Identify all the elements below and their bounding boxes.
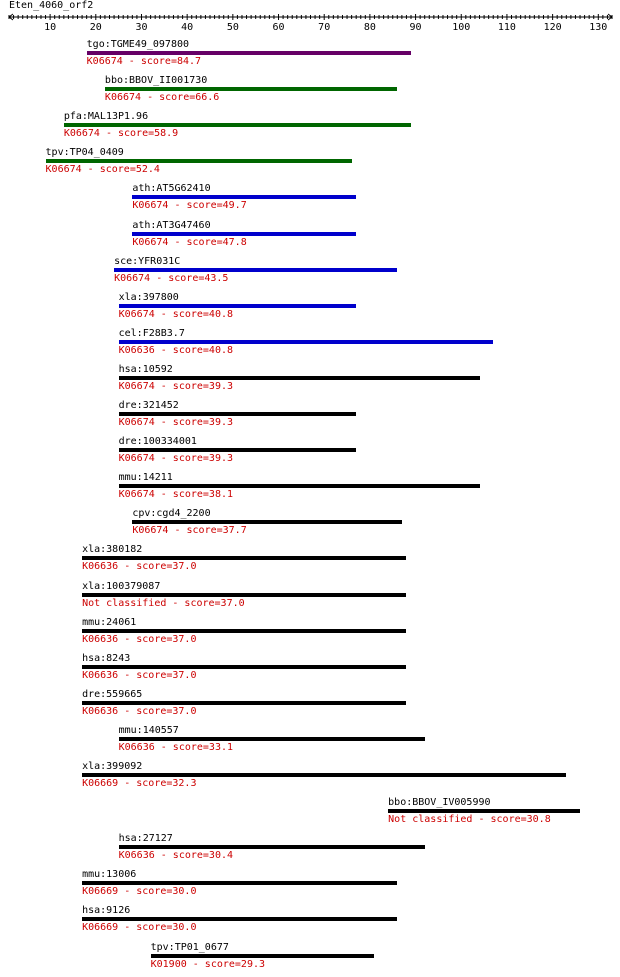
hit-name-link[interactable]: xla:380182	[82, 544, 143, 556]
hit-score-label: K06636 - score=40.8	[118, 344, 234, 356]
hit-name-link[interactable]: bbo:BBOV_IV005990	[388, 797, 491, 809]
alignment-bar[interactable]	[82, 881, 397, 885]
hit-score-label: K06669 - score=32.3	[82, 778, 197, 789]
hit-score-label: K06674 - score=66.6	[104, 92, 220, 104]
hit-name-link[interactable]: xla:397800	[118, 291, 179, 303]
hit-score-label: K06674 - score=39.3	[118, 417, 234, 428]
hit-name-link[interactable]: tpv:TP04_0409	[45, 147, 124, 159]
alignment-bar[interactable]	[132, 520, 402, 524]
axis-tick-label: 20	[89, 22, 102, 33]
axis-tick-label: 90	[409, 22, 422, 33]
hit-name-link[interactable]: mmu:14211	[118, 472, 173, 484]
alignment-bar[interactable]	[105, 87, 397, 91]
hit-score-label: K06674 - score=37.7	[132, 525, 247, 537]
alignment-bar[interactable]	[119, 737, 425, 741]
hit-name-link[interactable]: dre:559665	[82, 688, 143, 700]
alignment-bar[interactable]	[82, 665, 406, 669]
axis-tick-label: 10	[44, 22, 57, 33]
hit-score-label: K01900 - score=29.3	[150, 958, 265, 970]
axis-tick-label: 80	[363, 22, 376, 33]
hit-name-link[interactable]: hsa:27127	[118, 833, 173, 845]
hit-score-label: K06669 - score=30.0	[82, 922, 197, 934]
hit-name-link[interactable]: xla:100379087	[82, 580, 161, 592]
alignment-bar[interactable]	[114, 268, 397, 272]
hit-score-label: Not classified - score=37.0	[82, 597, 245, 609]
hit-score-label: K06674 - score=40.8	[118, 308, 234, 320]
hit-name-link[interactable]: mmu:140557	[118, 724, 179, 736]
alignment-bar[interactable]	[119, 412, 357, 416]
alignment-bar[interactable]	[82, 701, 406, 705]
hit-score-label: K06674 - score=43.5	[114, 272, 229, 284]
hit-name-link[interactable]: dre:321452	[118, 400, 179, 411]
axis-tick-label: 70	[318, 22, 331, 33]
alignment-bar[interactable]	[132, 195, 356, 199]
hit-score-label: K06636 - score=37.0	[82, 633, 197, 645]
query-title: Eten_4060_orf2	[9, 0, 94, 11]
axis-tick-label: 130	[589, 22, 608, 33]
hit-name-link[interactable]: pfa:MAL13P1.96	[63, 111, 149, 123]
hit-name-link[interactable]: xla:399092	[82, 761, 143, 772]
axis-tick-label: 30	[135, 22, 148, 33]
axis-tick-label: 40	[181, 22, 194, 33]
hit-name-link[interactable]: mmu:24061	[82, 616, 137, 628]
hit-score-label: K06636 - score=37.0	[82, 561, 197, 573]
alignment-bar[interactable]	[64, 123, 411, 127]
hit-name-link[interactable]: hsa:8243	[82, 652, 131, 664]
alignment-bar[interactable]	[119, 340, 494, 344]
alignment-bar[interactable]	[388, 809, 580, 813]
hit-name-link[interactable]: bbo:BBOV_II001730	[104, 75, 208, 87]
alignment-bar[interactable]	[132, 232, 356, 236]
hit-score-label: K06674 - score=39.3	[118, 380, 234, 392]
hit-score-label: Not classified - score=30.8	[388, 814, 551, 826]
alignment-bar[interactable]	[119, 484, 480, 488]
hit-score-label: K06674 - score=84.7	[86, 56, 202, 67]
alignment-bar[interactable]	[151, 954, 375, 958]
hit-name-link[interactable]: cpv:cgd4_2200	[132, 508, 211, 520]
hit-score-label: K06674 - score=49.7	[132, 200, 247, 212]
axis-tick-label: 50	[226, 22, 239, 33]
alignment-bar[interactable]	[82, 917, 397, 921]
hit-score-label: K06674 - score=39.3	[118, 453, 234, 465]
axis-tick-label: 120	[543, 22, 562, 33]
hit-score-label: K06674 - score=38.1	[118, 489, 234, 501]
hit-name-link[interactable]: hsa:10592	[118, 363, 173, 375]
hit-score-label: K06636 - score=37.0	[82, 669, 197, 681]
hit-score-label: K06669 - score=30.0	[82, 886, 197, 898]
alignment-bar[interactable]	[82, 556, 406, 560]
hit-name-link[interactable]: dre:100334001	[118, 436, 197, 448]
alignment-bar[interactable]	[82, 629, 406, 633]
hit-name-link[interactable]: tgo:TGME49_097800	[86, 39, 190, 50]
hit-name-link[interactable]: ath:AT3G47460	[132, 219, 211, 231]
hit-name-link[interactable]: sce:YFR031C	[114, 255, 181, 267]
hit-score-label: K06674 - score=58.9	[63, 128, 179, 140]
axis-tick-label: 60	[272, 22, 285, 33]
hit-score-label: K06636 - score=37.0	[82, 705, 197, 717]
hit-name-link[interactable]: ath:AT5G62410	[132, 183, 211, 195]
alignment-bar[interactable]	[87, 51, 411, 55]
hit-name-link[interactable]: hsa:9126	[82, 905, 131, 917]
hit-score-label: K06674 - score=47.8	[132, 236, 247, 248]
hit-name-link[interactable]: mmu:13006	[82, 869, 137, 881]
hit-name-link[interactable]: cel:F28B3.7	[118, 327, 185, 339]
alignment-bar[interactable]	[119, 376, 480, 380]
alignment-bar[interactable]	[119, 448, 357, 452]
alignment-bar[interactable]	[82, 773, 566, 777]
alignment-bar[interactable]	[119, 304, 357, 308]
alignment-bar[interactable]	[46, 159, 352, 163]
axis-tick-label: 110	[497, 22, 516, 33]
hit-score-label: K06636 - score=30.4	[118, 850, 234, 862]
hit-score-label: K06636 - score=33.1	[118, 741, 234, 753]
alignment-bar[interactable]	[82, 593, 406, 597]
alignment-bar[interactable]	[119, 845, 425, 849]
hit-name-link[interactable]: tpv:TP01_0677	[150, 941, 229, 953]
hit-score-label: K06674 - score=52.4	[45, 164, 160, 176]
axis-tick-label: 100	[452, 22, 471, 33]
